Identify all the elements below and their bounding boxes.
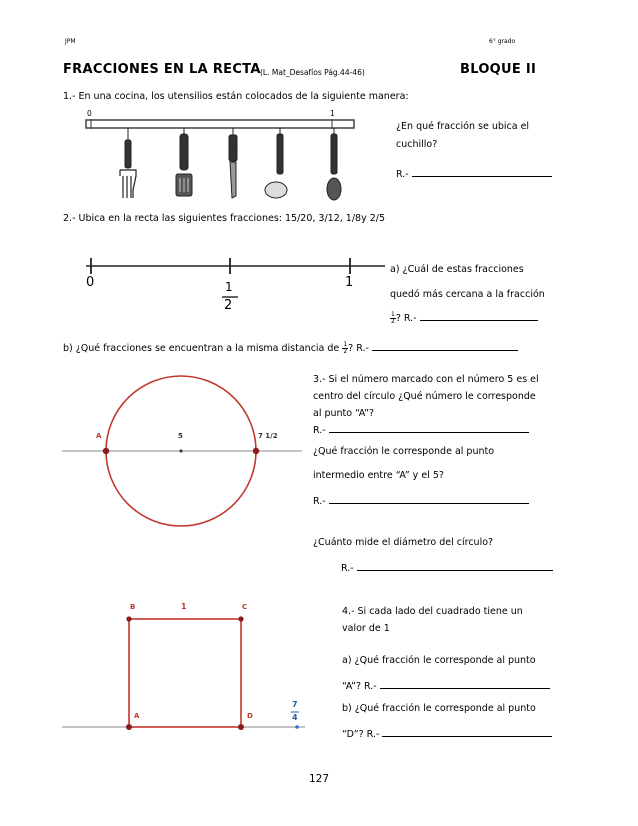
title-reference: (L. Mat_Desafíos Pág.44-46) [260, 68, 365, 77]
q3-label-a: A [96, 432, 102, 440]
q3-answer2-label: R.- [313, 496, 326, 507]
q4-line2: valor de 1 [342, 623, 390, 634]
header-right: 6° grado [489, 38, 516, 45]
q4a-line1: a) ¿Qué fracción le corresponde al punto [342, 655, 536, 666]
q2a-line1: a) ¿Cuál de estas fracciones [390, 264, 524, 275]
q4b-answer-blank[interactable] [382, 727, 552, 737]
q2a-answer-label: ? R.- [395, 313, 417, 324]
q4a-answer [342, 679, 550, 692]
block-label: BLOQUE II [460, 62, 537, 77]
q4-label-d: D [247, 712, 253, 720]
q3-line5: intermedio entre “A” y el 5? [313, 470, 444, 481]
q1-prompt: 1.- En una cocina, los utensilios están colocados de la siguiente manera: [63, 91, 409, 102]
q3-line3: al punto “A”? [313, 408, 375, 419]
q3-line2: centro del círculo ¿Qué número le corresponde [313, 391, 536, 402]
q2-label-1: 1 [345, 275, 354, 290]
q4-label-7: 7 [292, 700, 298, 709]
q3-label-7half: 7 1/2 [258, 432, 278, 440]
q3-answer3-label: R.- [341, 563, 354, 574]
q2-prompt: 2.- Ubica en la recta las siguientes fracciones: 15/20, 3/12, 1/8y 2/5 [63, 213, 386, 224]
q4-label-b: B [130, 603, 136, 611]
q3-answer1-label: R.- [313, 425, 326, 436]
q3-line4: ¿Qué fracción le corresponde al punto [313, 446, 495, 457]
header-left: JPM [65, 38, 76, 45]
q4b-line1: b) ¿Qué fracción le corresponde al punto [342, 703, 536, 714]
q3-line1: 3.- Si el número marcado con el número 5 es el [313, 374, 539, 385]
q4-label-4: 4 [292, 713, 298, 722]
q4-label-side-1: 1 [181, 602, 187, 611]
q1-label-end: 1 [330, 109, 335, 118]
q3-line6: ¿Cuánto mide el diámetro del círculo? [313, 537, 494, 548]
q4b-answer-label: “D”? R.- [342, 729, 380, 740]
q2a-line2: quedó más cercana a la fracción [390, 289, 545, 300]
q2-label-half-den: 2 [224, 298, 233, 313]
q2b-fraction: $\frac{1}{2}$ [343, 341, 348, 355]
q4-label-a: A [134, 712, 140, 720]
q2-label-0: 0 [86, 275, 95, 290]
q3-label-5: 5 [178, 432, 183, 440]
q1-label-start: 0 [87, 109, 92, 118]
q2-label-half-num: 1 [225, 280, 233, 294]
page-title: FRACCIONES EN LA RECTA [63, 62, 261, 77]
q1-answer-label: R.- [396, 169, 409, 180]
q4a-answer-label: “A”? R.- [342, 681, 377, 692]
q1-question-line1: ¿En qué fracción se ubica el [396, 121, 530, 132]
q4-line1: 4.- Si cada lado del cuadrado tiene un [342, 606, 523, 617]
q2b-answer-label: ? R.- [348, 343, 369, 354]
q4a-answer-blank[interactable] [380, 679, 550, 689]
q1-question-line2: cuchillo? [396, 139, 438, 150]
q2a-fraction: $\frac{1}{2}$ [391, 311, 395, 325]
q4-label-c: C [242, 603, 248, 611]
page-number: 127 [309, 773, 330, 785]
q2b-text: b) ¿Qué fracciones se encuentran a la misma distancia de [63, 343, 340, 354]
q4b-answer [342, 727, 552, 740]
